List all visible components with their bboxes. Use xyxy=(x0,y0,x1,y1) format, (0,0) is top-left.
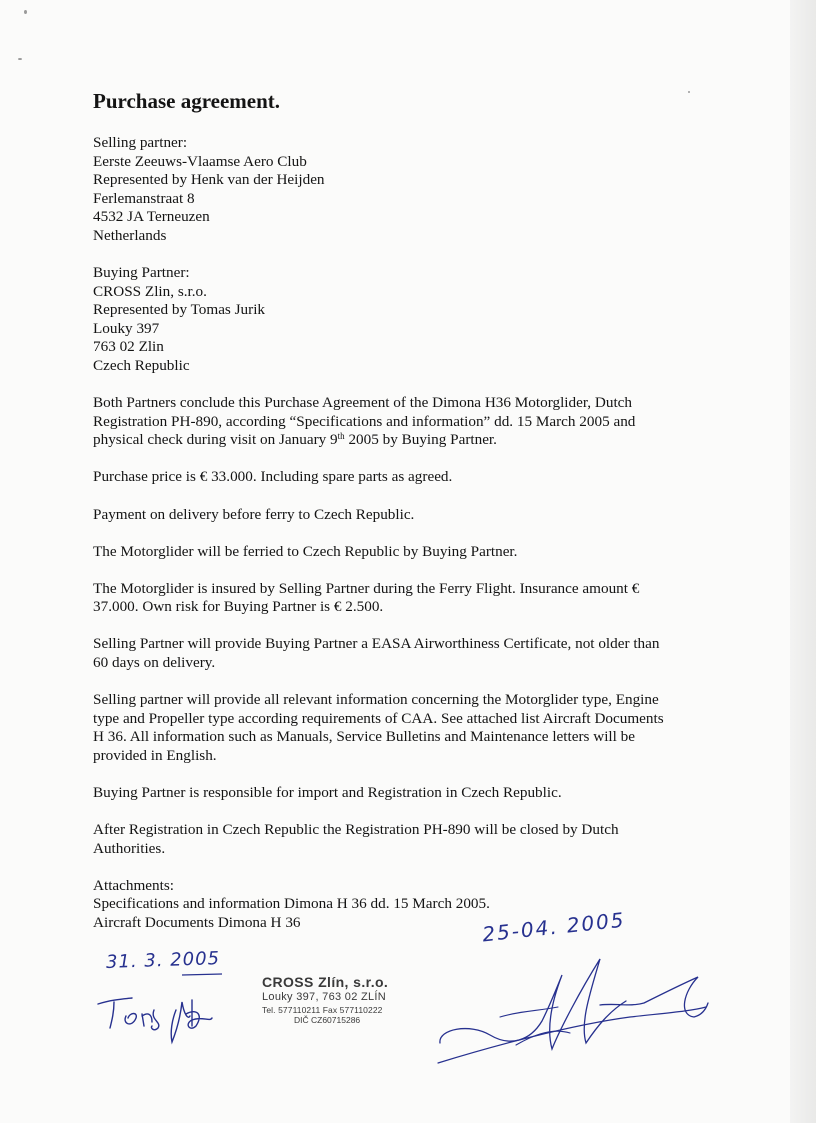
signature-right xyxy=(430,945,730,1080)
ordinal-suffix: th xyxy=(337,431,345,442)
information-line: H 36. All information such as Manuals, Service Bulletins and Maintenance letters will be xyxy=(93,728,635,746)
registration-line: Authorities. xyxy=(93,839,166,857)
attachment-item: Specifications and information Dimona H 36 dd. 15 March 2005. xyxy=(93,895,490,913)
conclusion-paragraph xyxy=(93,394,703,450)
insurance-line: 37.000. Own risk for Buying Partner is € 2.500. xyxy=(93,598,384,616)
payment-paragraph xyxy=(93,506,703,525)
selling-partner-representative: Represented by Henk van der Heijden xyxy=(93,171,325,189)
stamp-phone: Tel. 577110211 Fax 577110222 xyxy=(262,1005,383,1015)
information-line: provided in English. xyxy=(93,746,217,764)
buying-partner-name: CROSS Zlin, s.r.o. xyxy=(93,282,207,300)
certificate-line: Selling Partner will provide Buying Partner a EASA Airworthiness Certificate, not older than xyxy=(93,635,660,653)
information-paragraph xyxy=(93,691,703,765)
price-line: Purchase price is € 33.000. Including spare parts as agreed. xyxy=(93,468,453,486)
scan-speck xyxy=(18,58,22,60)
selling-partner-street: Ferlemanstraat 8 xyxy=(93,189,195,207)
registration-paragraph xyxy=(93,821,703,858)
company-stamp xyxy=(262,974,452,1025)
buying-partner-representative: Represented by Tomas Jurik xyxy=(93,301,266,319)
buying-partner-street: Louky 397 xyxy=(93,319,160,337)
information-line: type and Propeller type according requirements of CAA. See attached list Aircraft Documents xyxy=(93,709,664,727)
conclusion-text: physical check during visit on January 9 xyxy=(93,431,338,449)
attachments-heading: Attachments: xyxy=(93,876,174,894)
handwritten-date-right: 25-04. 2005 xyxy=(481,907,627,947)
insurance-line: The Motorglider is insured by Selling Partner during the Ferry Flight. Insurance amount € xyxy=(93,579,640,597)
conclusion-line: Registration PH-890, according “Specifications and information” dd. 15 March 2005 and xyxy=(93,412,636,430)
date-underline xyxy=(180,972,224,978)
selling-partner-city: 4532 JA Terneuzen xyxy=(93,208,210,226)
price-paragraph xyxy=(93,468,703,487)
insurance-paragraph xyxy=(93,580,703,617)
payment-line: Payment on delivery before ferry to Czech Republic. xyxy=(93,505,415,523)
buying-partner-city: 763 02 Zlin xyxy=(93,338,164,356)
conclusion-line: Both Partners conclude this Purchase Agreement of the Dimona H36 Motorglider, Dutch xyxy=(93,394,632,412)
selling-partner-heading: Selling partner: xyxy=(93,134,188,151)
import-line: Buying Partner is responsible for import and Registration in Czech Republic. xyxy=(93,783,562,801)
attachment-item: Aircraft Documents Dimona H 36 xyxy=(93,913,301,931)
agreement-document xyxy=(93,88,703,951)
selling-partner-block xyxy=(93,134,703,246)
buying-partner-country: Czech Republic xyxy=(93,357,190,375)
import-paragraph xyxy=(93,784,703,803)
conclusion-line xyxy=(93,431,703,450)
certificate-paragraph xyxy=(93,635,703,672)
document-title: Purchase agreement. xyxy=(93,89,281,113)
buying-partner-heading: Buying Partner: xyxy=(93,264,190,282)
stamp-company-name: CROSS Zlín, s.r.o. xyxy=(262,974,389,990)
selling-partner-country: Netherlands xyxy=(93,226,167,244)
signature-left xyxy=(92,980,222,1050)
handwritten-date-left: 31. 3. 2005 xyxy=(105,948,221,973)
ferry-paragraph xyxy=(93,543,703,562)
certificate-line: 60 days on delivery. xyxy=(93,653,216,671)
stamp-address: Louky 397, 763 02 ZLÍN xyxy=(262,991,387,1003)
registration-line: After Registration in Czech Republic the Registration PH-890 will be closed by Dutch xyxy=(93,821,619,839)
information-line: Selling partner will provide all relevant information concerning the Motorglider type, Engine xyxy=(93,691,659,709)
buying-partner-block xyxy=(93,264,703,376)
scan-speck xyxy=(24,10,27,14)
ferry-line: The Motorglider will be ferried to Czech Republic by Buying Partner. xyxy=(93,542,518,560)
page-edge xyxy=(790,0,816,1123)
stamp-tax-id: DIČ CZ60715286 xyxy=(294,1015,361,1025)
conclusion-text: 2005 by Buying Partner. xyxy=(344,431,497,449)
selling-partner-name: Eerste Zeeuws-Vlaamse Aero Club xyxy=(93,152,307,170)
